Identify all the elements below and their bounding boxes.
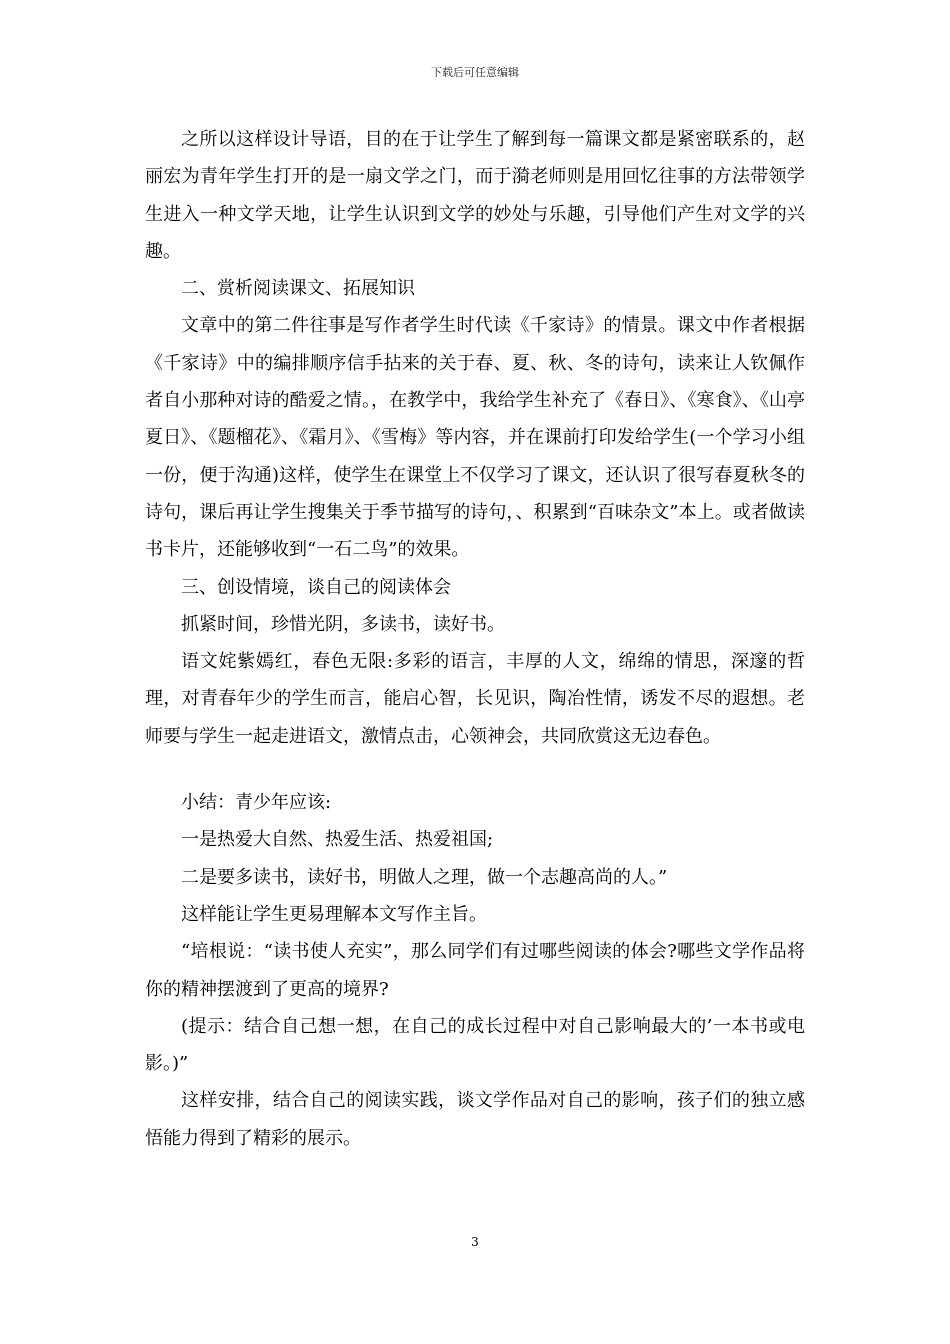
section-heading-3: 三、创设情境，谈自己的阅读体会	[181, 576, 451, 598]
paragraph-hint: (提示：结合自己想一想，在自己的成长过程中对自己影响最大的’一本书或电影。)”	[145, 1015, 805, 1075]
page-header: 下载后可任意编辑	[431, 66, 519, 79]
page-number: 3	[471, 1235, 479, 1249]
paragraph-summary-2: 二是要多读书，读好书，明做人之理，做一个志趣高尚的人。”	[181, 866, 668, 888]
paragraph-arrangement: 这样安排，结合自己的阅读实践，谈文学作品对自己的影响，孩子们的独立感悟能力得到了精彩的展示。	[145, 1090, 805, 1149]
paragraph-summary-1: 一是热爱大自然、热爱生活、热爱祖国;	[181, 829, 494, 851]
document-body	[145, 121, 805, 1157]
paragraph-qianjiashi: 文章中的第二件往事是写作者学生时代读《千家诗》的情景。课文中作者根据《千家诗》中的编排顺序信手拈来的关于春、夏、秋、冬的诗句，读来让人钦佩作者自小那种对诗的酷爱之情。，在教学中，我给学生补充了《春日》、《寒食》、《山亭夏日》、《题榴花》、《霜月》、《雪梅》等内容，并在课前打印发给学生(一个学习小组一份，便于沟通)这样，使学生在课堂上不仅学习了课文，还认识了很写春夏秋冬的诗句，课后再让学生搜集关于季节描写的诗句，、积累到“百味杂文”本上。或者做读书卡片，还能够收到“一石二鸟”的效果。	[145, 315, 805, 561]
paragraph-summary-purpose: 这样能让学生更易理解本文写作主旨。	[181, 903, 487, 925]
paragraph-bacon-quote: “培根说：“读书使人充实”，那么同学们有过哪些阅读的体会?哪些文学作品将你的精神摆渡到了更高的境界?	[145, 941, 805, 1000]
paragraph-chinese-spring: 语文姹紫嫣红，春色无限:多彩的语言，丰厚的人文，绵绵的情思，深邃的哲理，对青春年少的学生而言，能启心智，长见识，陶冶性情，诱发不尽的遐想。老师要与学生一起走进语文，激情点击，心领神会，共同欣赏这无边春色。	[145, 651, 805, 747]
paragraph-intro-purpose: 之所以这样设计导语，目的在于让学生了解到每一篇课文都是紧密联系的，赵丽宏为青年学生打开的是一扇文学之门，而于漪老师则是用回忆往事的方法带领学生进入一种文学天地，让学生认识到文学的妙处与乐趣，引导他们产生对文学的兴趣。	[145, 129, 805, 262]
paragraph-motto: 抓紧时间，珍惜光阴，多读书，读好书。	[181, 613, 505, 635]
section-heading-2: 二、赏析阅读课文、拓展知识	[181, 278, 415, 300]
paragraph-summary-heading: 小结：青少年应该:	[181, 792, 332, 814]
